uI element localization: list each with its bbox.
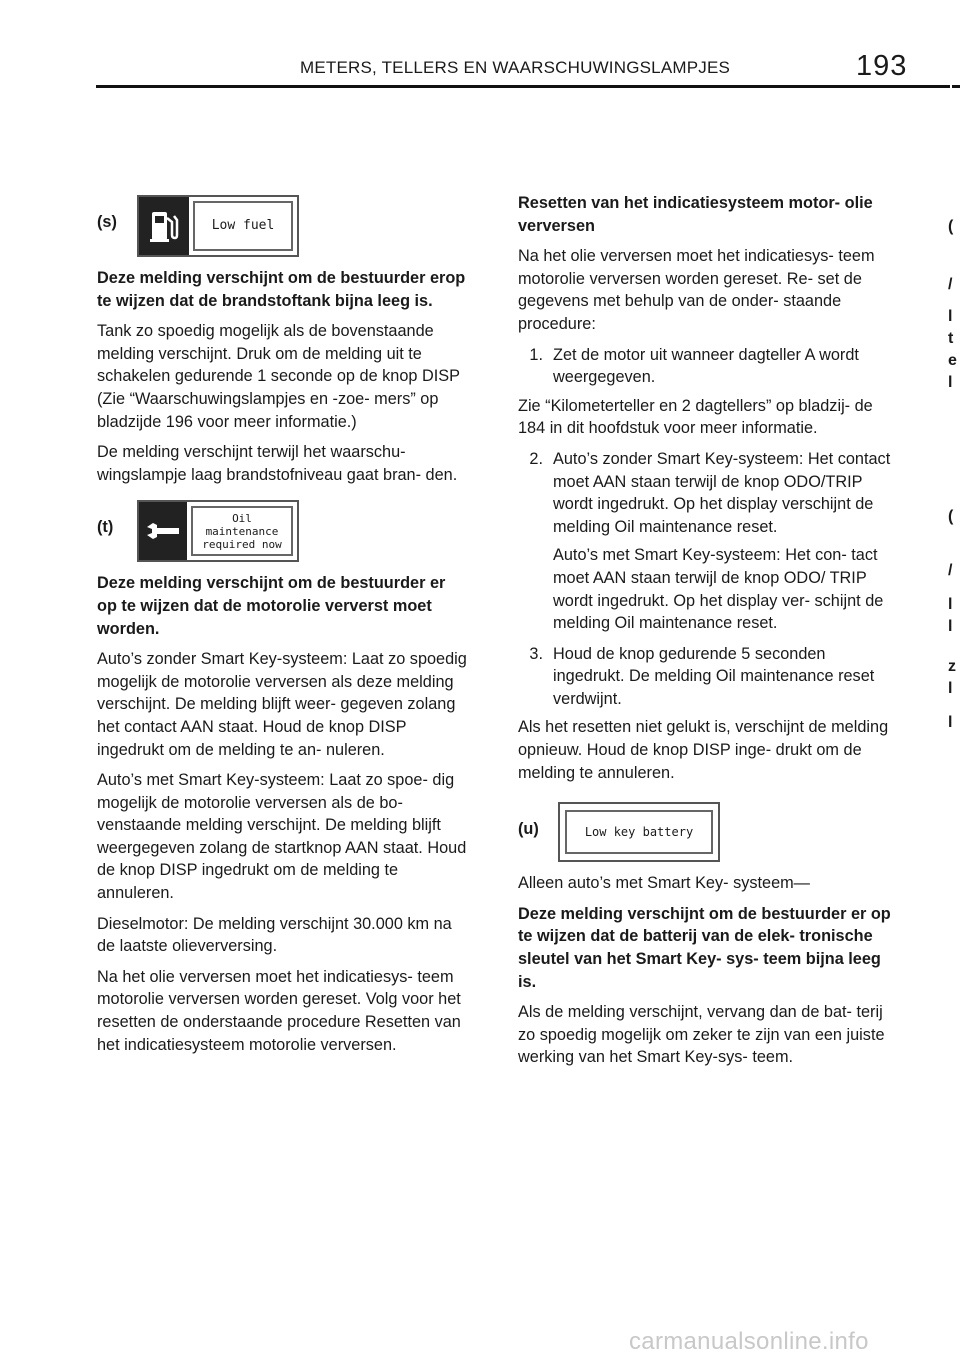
figure-u bbox=[518, 802, 900, 862]
right-column bbox=[518, 192, 900, 1077]
step-1 bbox=[518, 344, 900, 389]
low-fuel-message: Low fuel bbox=[193, 201, 293, 251]
u-note: Alleen auto’s met Smart Key- systeem— bbox=[518, 874, 810, 893]
low-key-battery-display bbox=[558, 802, 720, 862]
wrench-icon bbox=[139, 502, 187, 560]
step-2-number: 2. bbox=[529, 449, 543, 468]
step-2 bbox=[518, 448, 900, 538]
figure-s bbox=[97, 195, 469, 257]
u-paragraph-1: Als de melding verschijnt, vervang dan de bat- terij zo spoedig mogelijk om zeker te zijn van een juiste werking van het Smart Key-sys- teem. bbox=[518, 1003, 885, 1067]
t-paragraph-4: Na het olie verversen moet het indicatiesys- teem motorolie verversen worden gereset. Volg voor het resetten de onderstaande procedure Resetten van het indicatiesysteem motorolie verversen. bbox=[97, 967, 461, 1054]
s-paragraph-2: De melding verschijnt terwijl het waarschu- wingslampje laag brandstofniveau gaat bran- den. bbox=[97, 443, 458, 484]
step-3-number: 3. bbox=[529, 644, 543, 663]
step-2-text: Auto’s zonder Smart Key-systeem: Het contact moet AAN staan terwijl de knop ODO/TRIP wordt ingedrukt. Op het display verschijnt de melding Oil maintenance reset. bbox=[553, 449, 891, 536]
oil-message-line2: maintenance bbox=[205, 524, 279, 538]
oil-maintenance-message bbox=[191, 506, 293, 556]
reset-intro: Na het olie verversen moet het indicatiesys- teem motorolie verversen worden gereset. Re- set de gegevens met behulp van de onder- staande procedure: bbox=[518, 247, 875, 333]
t-heading: Deze melding verschijnt om de bestuurder er op te wijzen dat de motorolie ververst moet worden. bbox=[97, 574, 446, 638]
running-header-title: METERS, TELLERS EN WAARSCHUWINGSLAMPJES bbox=[300, 58, 731, 77]
step-1-number: 1. bbox=[529, 345, 543, 364]
figure-label-u: (u) bbox=[518, 820, 539, 839]
t-paragraph-3: Dieselmotor: De melding verschijnt 30.000 km na de laatste olieverversing. bbox=[97, 914, 452, 956]
oil-message-line1: Oil bbox=[232, 511, 252, 525]
page-number: 193 bbox=[856, 50, 908, 82]
reset-heading: Resetten van het indicatiesysteem motor- olie verversen bbox=[518, 194, 873, 235]
low-fuel-display bbox=[137, 195, 299, 257]
u-heading: Deze melding verschijnt om de bestuurder er op te wijzen dat de batterij van de elek- tronische sleutel van het Smart Key- sys- teem bijna leeg is. bbox=[518, 904, 891, 991]
figure-label-t: (t) bbox=[97, 518, 114, 537]
step-1-text: Zet de motor uit wanneer dagteller A wordt weergegeven. bbox=[553, 345, 859, 387]
step-1-note: Zie “Kilometerteller en 2 dagtellers” op bladzij- de 184 in dit hoofdstuk voor meer informatie. bbox=[518, 396, 873, 438]
oil-maintenance-display bbox=[137, 500, 299, 562]
header-rule bbox=[96, 85, 950, 88]
s-heading: Deze melding verschijnt om de bestuurder erop te wijzen dat de brandstoftank bijna leeg is. bbox=[97, 269, 466, 310]
low-key-battery-message: Low key battery bbox=[565, 810, 713, 854]
figure-t bbox=[97, 500, 469, 562]
watermark: carmanualsonline.info bbox=[629, 1328, 869, 1355]
figure-label-s: (s) bbox=[97, 213, 117, 231]
reset-fail: Als het resetten niet gelukt is, verschijnt de melding opnieuw. Houd de knop DISP inge- drukt om de melding te annuleren. bbox=[518, 718, 889, 782]
edge-tick bbox=[952, 85, 960, 88]
t-paragraph-2: Auto’s met Smart Key-systeem: Laat zo spoe- dig mogelijk de motorolie verversen als de bo- venstaande melding verschijnt. De melding blijft weergegeven zolang de startknop AAN staat. Houd de knop DISP ingedrukt om de melding te annuleren. bbox=[97, 771, 467, 903]
step-2-smart-key: Auto’s met Smart Key-systeem: Het con- tact moet AAN staan terwijl de knop ODO/ TRIP wordt ingedrukt. Op het display ver- schijnt de melding Oil maintenance reset. bbox=[553, 546, 884, 633]
s-paragraph-1: Tank zo spoedig mogelijk als de bovenstaande melding verschijnt. Druk om de melding uit te schakelen gedurende 1 seconde op de knop DISP (Zie “Waarschuwingslampjes en -zoe- mers” op bladzijde 196 voor meer informatie.) bbox=[97, 322, 460, 431]
t-paragraph-1: Auto’s zonder Smart Key-systeem: Laat zo spoedig mogelijk de motorolie verversen als deze melding verschijnt. De melding blijft weer- gegeven zolang het contact AAN staat. Houd de knop DISP ingedrukt om de melding te an- nuleren. bbox=[97, 650, 467, 759]
fuel-pump-icon bbox=[139, 197, 189, 255]
step-3-text: Houd de knop gedurende 5 seconden ingedrukt. De melding Oil maintenance reset verdwijnt. bbox=[553, 644, 875, 708]
oil-message-line3: required now bbox=[202, 537, 282, 551]
step-3 bbox=[518, 643, 900, 711]
left-column bbox=[97, 195, 469, 1064]
